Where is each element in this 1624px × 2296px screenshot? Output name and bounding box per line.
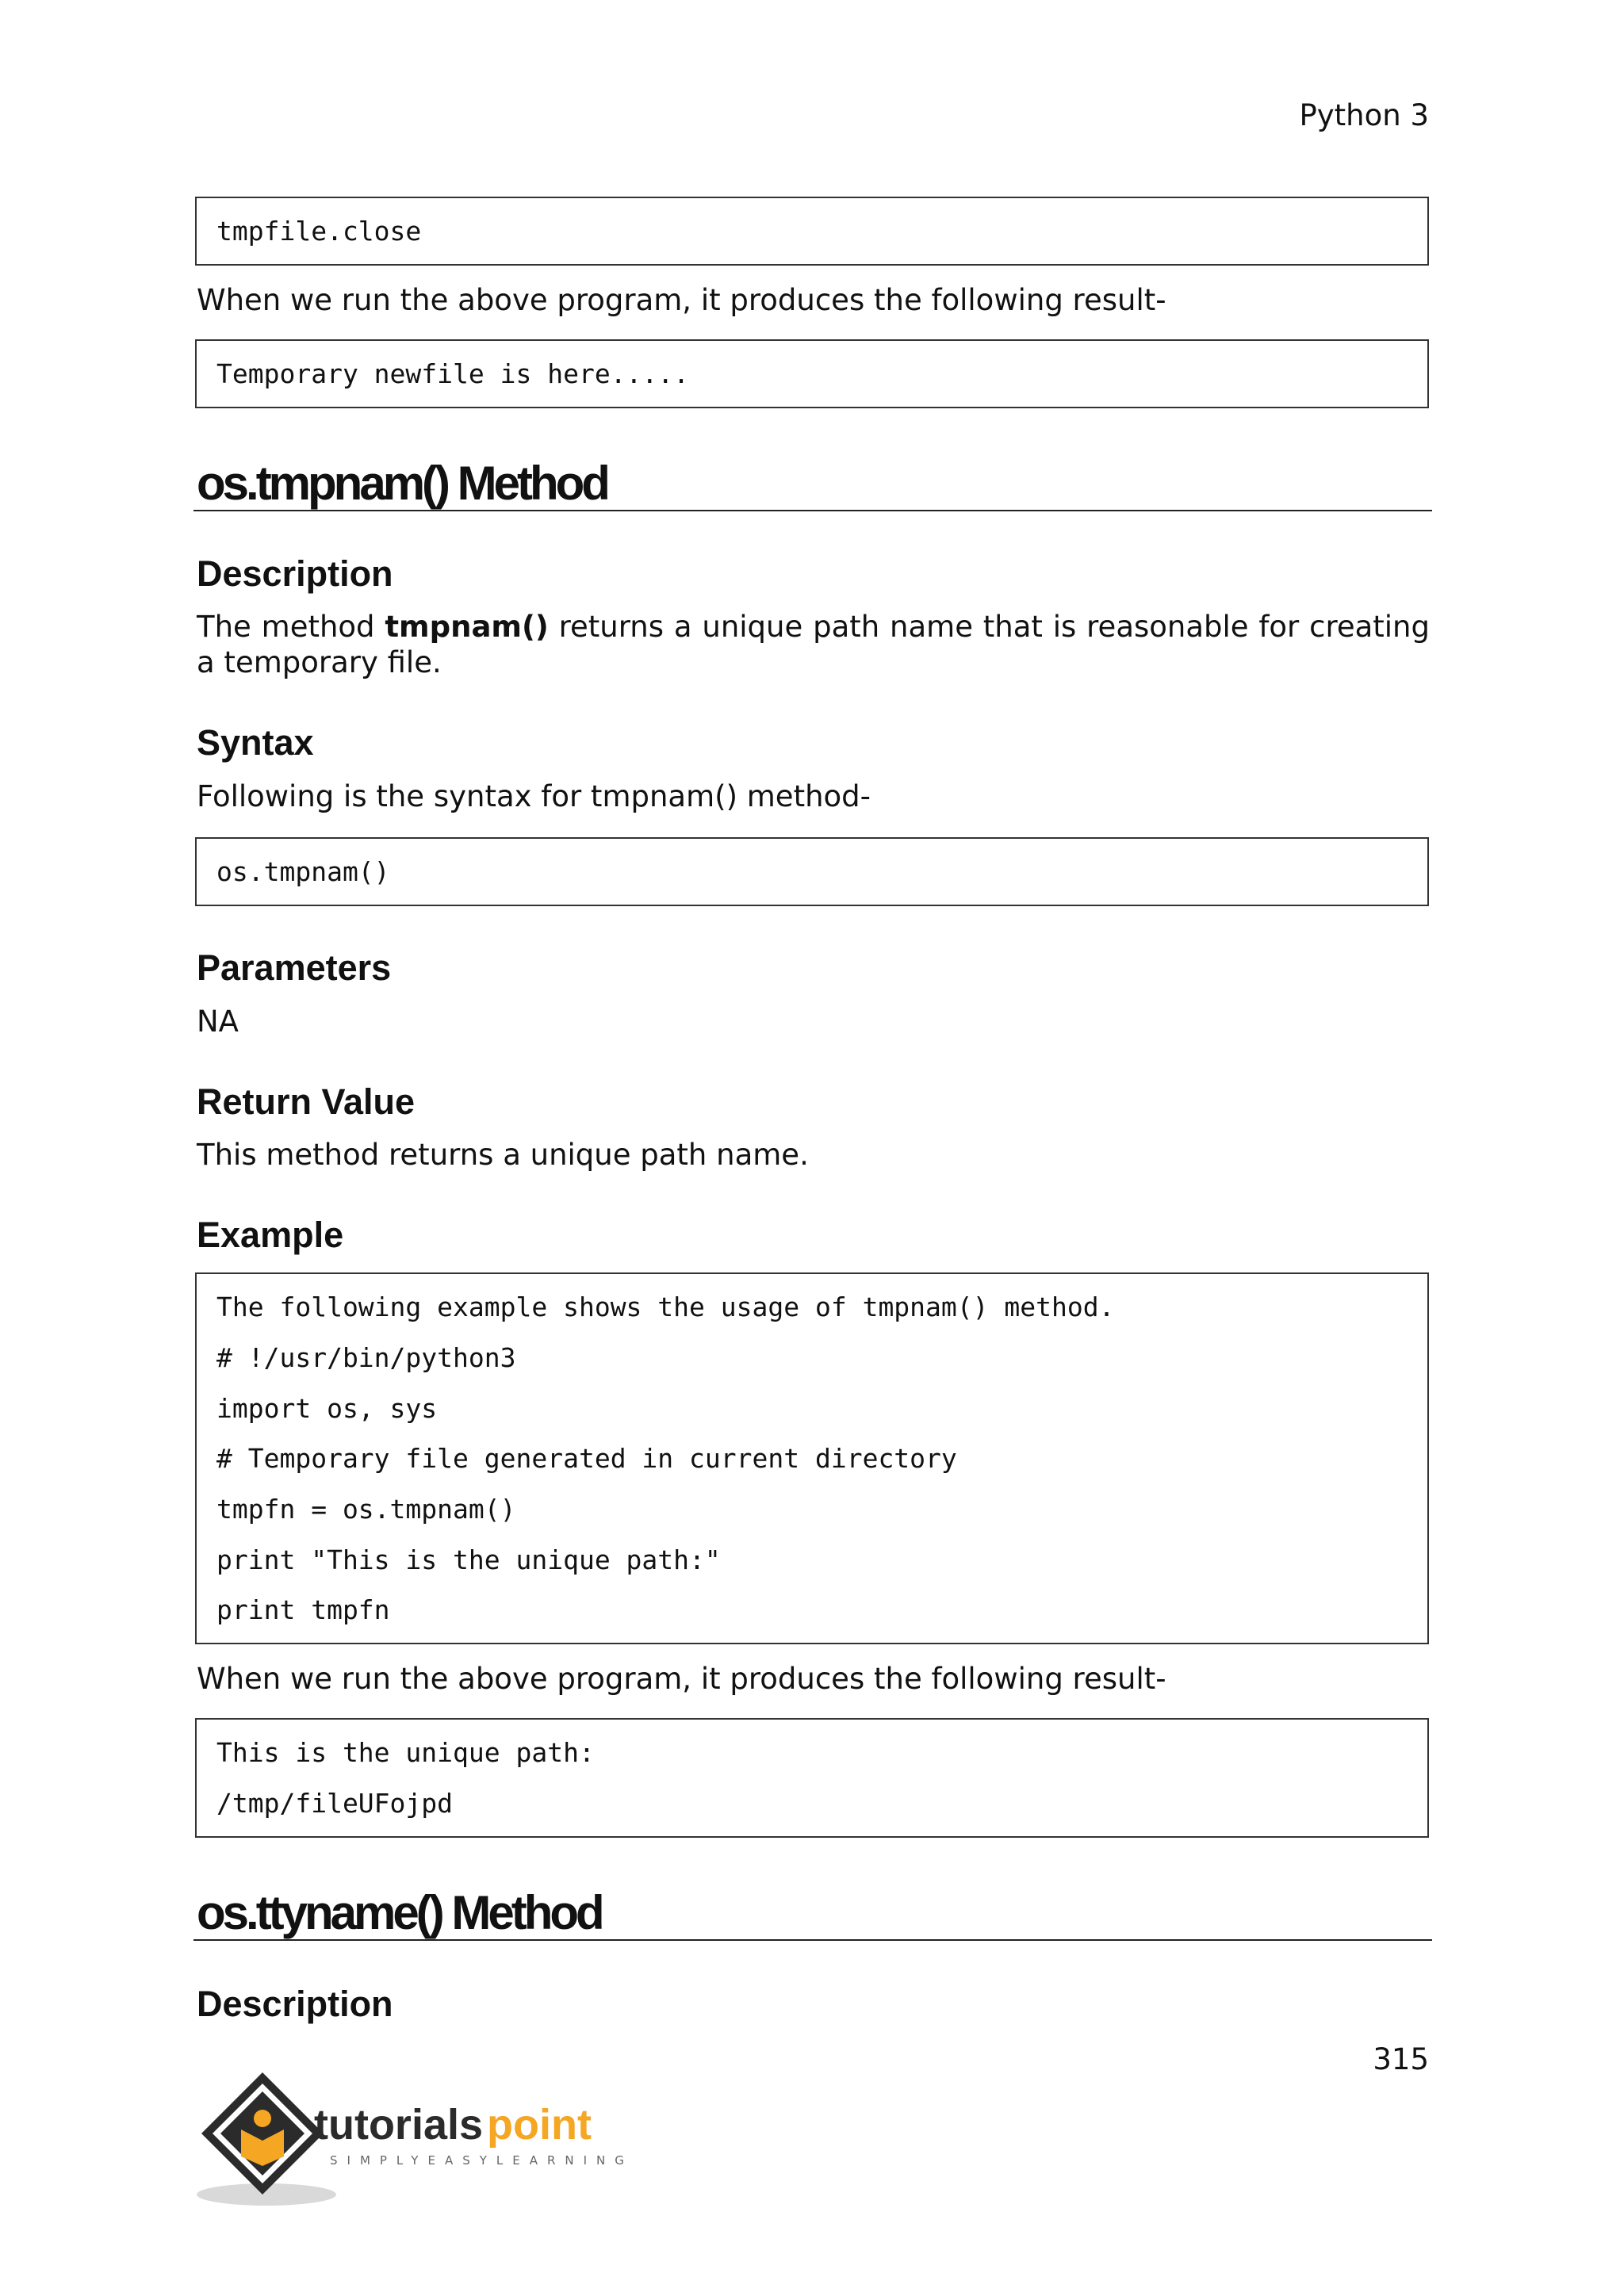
logo-graphic xyxy=(195,2068,655,2210)
code-line: This is the unique path: xyxy=(216,1737,595,1768)
section-rule xyxy=(193,1939,1432,1941)
heading-parameters: Parameters xyxy=(197,947,392,988)
person-icon xyxy=(254,2110,271,2127)
section-title-ttyname: os.ttyname() Method xyxy=(197,1886,602,1939)
code-line: The following example shows the usage of tmpnam() method. xyxy=(216,1292,1115,1322)
code-line: Temporary newfile is here..... xyxy=(216,358,690,389)
heading-description: Description xyxy=(197,1984,393,2024)
logo-word-2: point xyxy=(487,2101,592,2149)
description-pre: The method xyxy=(197,610,385,644)
running-header: Python 3 xyxy=(1299,98,1429,132)
tutorialspoint-logo xyxy=(195,2068,655,2210)
example-code-block xyxy=(195,1272,1429,1644)
section-title-tmpnam: os.tmpnam() Method xyxy=(197,457,607,510)
result-intro-text: When we run the above program, it produces the following result- xyxy=(197,283,1166,317)
syntax-text: Following is the syntax for tmpnam() method- xyxy=(197,779,871,813)
description-post: returns a unique path name that is reasonable for creating a temporary file. xyxy=(197,610,1430,679)
logo-word-1: tutorials xyxy=(314,2101,484,2149)
heading-description: Description xyxy=(197,553,393,594)
return-text: This method returns a unique path name. xyxy=(197,1138,809,1172)
heading-return-value: Return Value xyxy=(197,1081,416,1122)
description-text xyxy=(197,609,1430,680)
page-number: 315 xyxy=(1373,2042,1429,2076)
parameters-text: NA xyxy=(197,1004,239,1039)
code-block-close xyxy=(195,197,1429,266)
syntax-code-block xyxy=(195,837,1429,906)
code-line: /tmp/fileUFojpd xyxy=(216,1788,454,1819)
code-line: tmpfile.close xyxy=(216,216,422,247)
code-line: # Temporary file generated in current directory xyxy=(216,1443,957,1474)
code-line: print tmpfn xyxy=(216,1594,390,1625)
section-rule xyxy=(193,510,1432,511)
result-intro-text: When we run the above program, it produces the following result- xyxy=(197,1662,1166,1696)
logo-tagline: SIMPLYEASYLEARNING xyxy=(330,2153,634,2168)
result-code-block xyxy=(195,1718,1429,1838)
code-line: os.tmpnam() xyxy=(216,856,390,887)
code-line: tmpfn = os.tmpnam() xyxy=(216,1494,516,1525)
code-line: import os, sys xyxy=(216,1393,438,1424)
heading-example: Example xyxy=(197,1215,344,1255)
code-line: print "This is the unique path:" xyxy=(216,1544,721,1575)
description-method-name: tmpnam() xyxy=(385,610,549,644)
heading-syntax: Syntax xyxy=(197,722,314,763)
code-line: # !/usr/bin/python3 xyxy=(216,1342,516,1373)
output-block-1 xyxy=(195,339,1429,408)
